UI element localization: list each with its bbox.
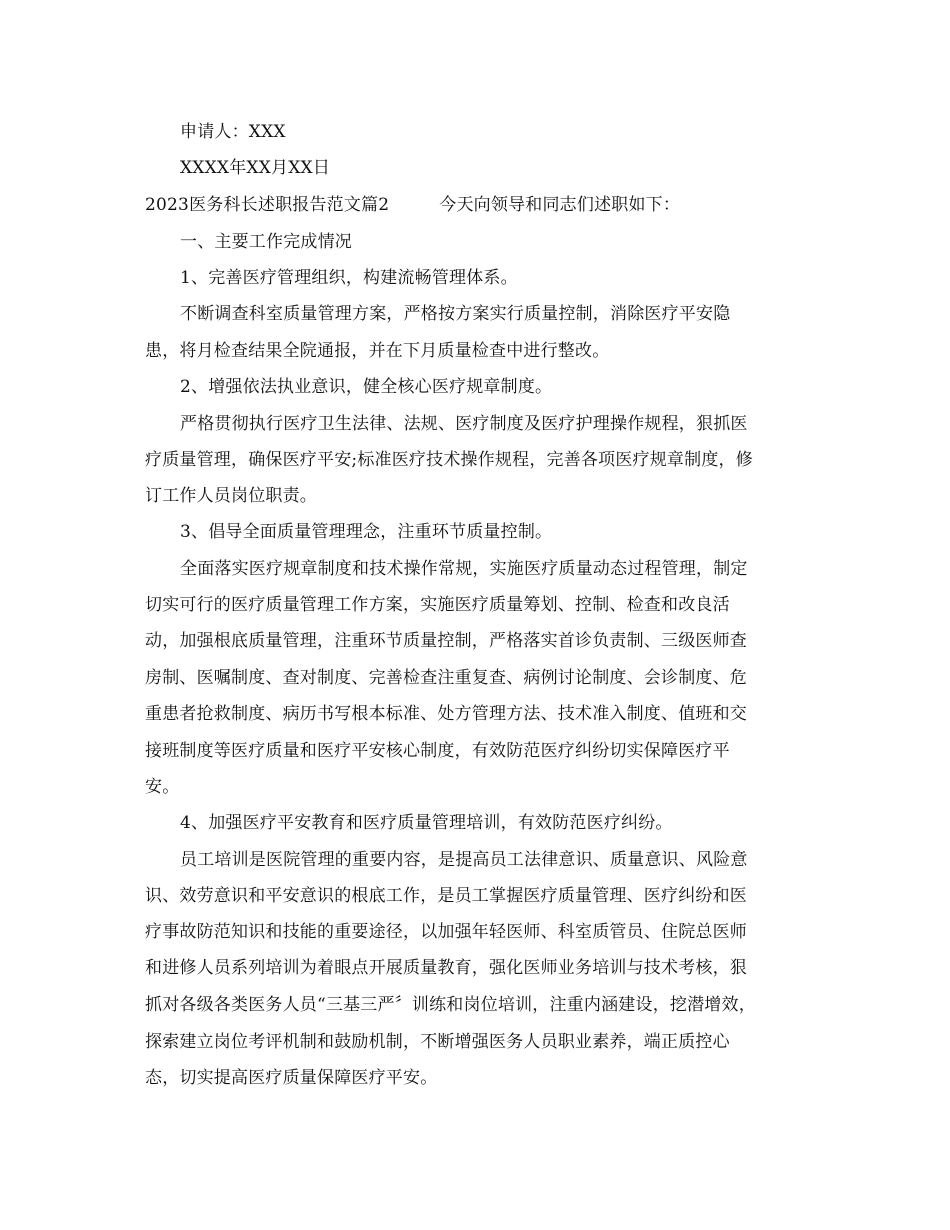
item-3-title: 3、倡导全面质量管理理念，注重环节质量控制。 <box>180 522 553 542</box>
item-3-line-7: 安。 <box>145 777 180 797</box>
item-3-line-5: 重患者抢救制度、病历书写根本标准、处方管理方法、技术准入制度、值班和交 <box>145 704 747 724</box>
item-4-line-3: 疗事故防范知识和技能的重要途径，以加强年轻医师、科室质管员、住院总医师 <box>145 922 747 942</box>
section-title: 一、主要工作完成情况 <box>180 232 352 252</box>
item-3-line-2: 切实可行的医疗质量管理工作方案，实施医疗质量筹划、控制、检查和改良活 <box>145 595 730 615</box>
item-2-line-3: 订工作人员岗位职责。 <box>145 486 317 506</box>
item-4-line-7: 态，切实提高医疗质量保障医疗平安。 <box>145 1068 438 1088</box>
item-3-line-6: 接班制度等医疗质量和医疗平安核心制度，有效防范医疗纠纷切实保障医疗平 <box>145 741 730 761</box>
item-2-line-1: 严格贯彻执行医疗卫生法律、法规、医疗制度及医疗护理操作规程，狠抓医 <box>180 414 748 434</box>
item-3-line-1: 全面落实医疗规章制度和技术操作常规，实施医疗质量动态过程管理，制定 <box>180 559 748 579</box>
item-3-line-3: 动，加强根底质量管理，注重环节质量控制，严格落实首诊负责制、三级医师查 <box>145 631 747 651</box>
item-2-title: 2、增强依法执业意识，健全核心医疗规章制度。 <box>180 377 553 397</box>
item-4-line-1: 员工培训是医院管理的重要内容，是提高员工法律意识、质量意识、风险意 <box>180 850 748 870</box>
heading-line <box>145 194 680 216</box>
item-4-title: 4、加强医疗平安教育和医疗质量管理培训，有效防范医疗纠纷。 <box>180 813 673 833</box>
item-2-line-2: 疗质量管理，确保医疗平安;标准医疗技术操作规程，完善各项医疗规章制度，修 <box>145 450 753 470</box>
date-line: XXXX年XX月XX日 <box>180 158 331 178</box>
item-4-line-2: 识、效劳意识和平安意识的根底工作，是员工掌握医疗质量管理、医疗纠纷和医 <box>145 886 747 906</box>
heading-title: 2023医务科长述职报告范文篇2 <box>145 195 390 215</box>
item-3-line-4: 房制、医嘱制度、查对制度、完善检查注重复查、病例讨论制度、会诊制度、危 <box>145 668 747 688</box>
heading-intro: 今天向领导和同志们述职如下： <box>439 195 681 215</box>
item-1-line-1: 不断调查科室质量管理方案，严格按方案实行质量控制，消除医疗平安隐 <box>180 304 731 324</box>
item-4-line-4: 和进修人员系列培训为着眼点开展质量教育，强化医师业务培训与技术考核，狠 <box>145 958 747 978</box>
applicant-line: 申请人：XXX <box>180 122 286 142</box>
item-1-line-2: 患，将月检查结果全院通报，并在下月质量检查中进行整改。 <box>145 341 610 361</box>
item-1-title: 1、完善医疗管理组织，构建流畅管理体系。 <box>180 268 518 288</box>
item-4-line-6: 探索建立岗位考评机制和鼓励机制，不断增强医务人员职业素养，端正质控心 <box>145 1032 730 1052</box>
item-4-line-5: 抓对各级各类医务人员“三基三严〞训练和岗位培训，注重内涵建设，挖潜增效， <box>145 995 756 1015</box>
